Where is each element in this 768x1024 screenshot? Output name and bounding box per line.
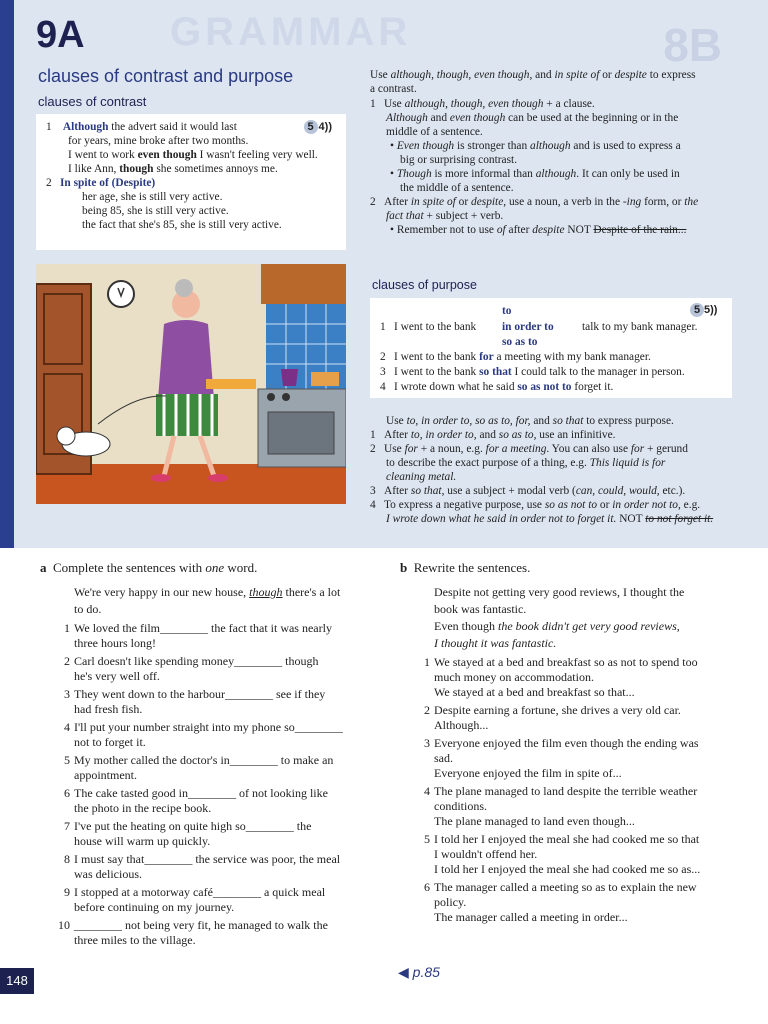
purpose-rule-2-line-2: to describe the exact purpose of a thing, e.g. This liquid is for: [386, 457, 666, 469]
item-rewrite-prompt: We stayed at a bed and breakfast so that...: [434, 685, 635, 699]
exercise-b-item: [400, 832, 740, 877]
unit-label: 9A: [36, 14, 85, 56]
purpose-rule-2-line-3: cleaning metal.: [386, 471, 457, 483]
item-line-1: Carl doesn't like spending money________ though: [74, 654, 319, 668]
contrast-line-1: 1 Although the advert said it would last 5 4)): [46, 121, 332, 133]
contrast-rule-1b-line-2: middle of a sentence.: [386, 126, 483, 138]
exercise-b-items: [400, 655, 740, 925]
contrast-intro: Use although, though, even though, and in spite of or despite to express: [370, 69, 696, 81]
exercise-a-item: [40, 654, 380, 684]
item-number: 4: [64, 720, 70, 734]
contrast-line-3: I went to work even though I wasn't feeling very well.: [68, 149, 318, 161]
purpose-option-so-as-to: so as to: [502, 336, 538, 348]
exercise-a-item: [40, 687, 380, 717]
item-rewrite-prompt: Everyone enjoyed the film in spite of...: [434, 766, 622, 780]
purpose-rule-1: 1 After to, in order to, and so as to, use an infinitive.: [370, 429, 616, 441]
exercise-b-item: [400, 784, 740, 829]
exercise-a-instruction: a Complete the sentences with one word.: [40, 560, 258, 575]
exercise-a-item: [40, 918, 380, 948]
purpose-line-1: 1 I went to the bank: [380, 321, 477, 333]
item-rewrite-prompt: I told her I enjoyed the meal she had cooked me so as...: [434, 862, 701, 876]
page-reference-link[interactable]: ◀ p.85: [398, 964, 440, 980]
exercise-a-item: [40, 786, 380, 816]
exercise-a-item: [40, 753, 380, 783]
item-rewrite-prompt: The plane managed to land even though...: [434, 814, 635, 828]
contrast-bullet-3: • Remember not to use of after despite NOT Despite of the rain...: [390, 224, 687, 236]
contrast-rule-2: 2 After in spite of or despite, use a noun, a verb in the -ing form, or the: [370, 196, 699, 208]
item-line-2: had fresh fish.: [74, 702, 143, 716]
item-number: 6: [64, 786, 70, 800]
item-number: 8: [64, 852, 70, 866]
item-line-1: They went down to the harbour________ see if they: [74, 687, 326, 701]
audio-track-badge[interactable]: 5 4)): [304, 120, 332, 134]
item-number: 3: [64, 687, 70, 701]
item-line-1: ________ not being very fit, he managed to walk the: [74, 918, 328, 932]
item-number: 9: [64, 885, 70, 899]
contrast-line-2: for years, mine broke after two months.: [68, 135, 249, 147]
purpose-intro: Use to, in order to, so as to, for, and so that to express purpose.: [386, 415, 674, 427]
section-heading-contrast: clauses of contrast: [38, 94, 147, 109]
audio-track-badge-2[interactable]: 5 5)): [690, 303, 717, 317]
exercise-a: [40, 560, 380, 951]
exercise-b-example-line-1: Despite not getting very good reviews, I thought the: [434, 585, 685, 599]
item-number: 5: [64, 753, 70, 767]
item-line-2: appointment.: [74, 768, 137, 782]
exercise-a-item: [40, 885, 380, 915]
item-line-2: I wouldn't offend her.: [434, 847, 538, 861]
purpose-option-to: to: [502, 305, 512, 317]
exercise-b-item: [400, 736, 740, 781]
purpose-rule-2: 2 Use for + a noun, e.g. for a meeting. You can also use for + gerund: [370, 443, 688, 455]
item-line-1: The plane managed to land despite the terrible weather: [434, 784, 698, 798]
item-rewrite-prompt: Although...: [434, 718, 489, 732]
section-heading-purpose: clauses of purpose: [372, 278, 477, 292]
item-line-2: policy.: [434, 895, 467, 909]
item-number: 1: [424, 655, 430, 669]
item-line-2: much money on accommodation.: [434, 670, 594, 684]
contrast-bullet-2-line-2: the middle of a sentence.: [400, 182, 514, 194]
item-line-1: Everyone enjoyed the film even though the ending was: [434, 736, 699, 750]
contrast-rules: [370, 68, 740, 237]
item-number: 4: [424, 784, 430, 798]
item-line-1: I must say that________ the service was poor, the meal: [74, 852, 341, 866]
purpose-line-3: 3 I went to the bank so that I could talk to the manager in person.: [380, 366, 685, 378]
exercise-b-example-line-3: Even though the book didn't get very good reviews,: [434, 619, 680, 633]
audio-icon: 5: [690, 303, 704, 317]
contrast-line-8: the fact that she's 85, she is still very active.: [82, 219, 282, 231]
item-line-2: three miles to the village.: [74, 933, 196, 947]
item-number: 7: [64, 819, 70, 833]
purpose-rule-4-line-2: I wrote down what he said in order not to forget it. NOT to not forget it.: [386, 513, 714, 525]
background-watermark-word: GRAMMAR: [170, 10, 412, 54]
item-line-2: conditions.: [434, 799, 487, 813]
purpose-rule-4: 4 To express a negative purpose, use so as not to or in order not to, e.g.: [370, 499, 701, 511]
exercise-a-item: [40, 852, 380, 882]
item-number: 2: [64, 654, 70, 668]
contrast-intro-line-2: a contrast.: [370, 83, 417, 95]
item-line-2: the photo in the recipe book.: [74, 801, 212, 815]
exercise-a-item: [40, 621, 380, 651]
contrast-bullet-1-line-2: big or surprising contrast.: [400, 154, 518, 166]
exercise-a-item: [40, 819, 380, 849]
exercise-b-example-line-2: book was fantastic.: [434, 602, 527, 616]
item-line-1: I'll put your number straight into my phone so________: [74, 720, 343, 734]
purpose-rules: [370, 414, 740, 526]
item-line-2: three hours long!: [74, 636, 156, 650]
item-line-1: I stopped at a motorway café________ a quick meal: [74, 885, 326, 899]
contrast-rule-1b: Although and even though can be used at the beginning or in the: [386, 112, 679, 124]
item-number: 3: [424, 736, 430, 750]
purpose-examples-box: [370, 298, 732, 398]
item-line-2: sad.: [434, 751, 453, 765]
item-line-1: I told her I enjoyed the meal she had cooked me so that: [434, 832, 700, 846]
exercise-b: [400, 560, 740, 928]
item-line-1: The manager called a meeting so as to explain the new: [434, 880, 697, 894]
item-rewrite-prompt: The manager called a meeting in order...: [434, 910, 628, 924]
exercise-a-example: We're very happy in our new house, though there's a lot: [74, 585, 341, 599]
item-line-2: before continuing on my journey.: [74, 900, 235, 914]
exercise-b-example-line-4: I thought it was fantastic.: [434, 636, 557, 650]
item-number: 1: [64, 621, 70, 635]
purpose-line-1-end: talk to my bank manager.: [582, 321, 698, 333]
page-number: 148: [0, 968, 34, 994]
exercise-a-items: [40, 621, 380, 948]
item-line-1: The cake tasted good in________ of not looking like: [74, 786, 328, 800]
contrast-bullet-1: • Even though is stronger than although and is used to express a: [390, 140, 681, 152]
contrast-line-5: 2 In spite of (Despite): [46, 177, 156, 189]
exercise-b-item: [400, 655, 740, 700]
item-line-2: not to forget it.: [74, 735, 146, 749]
purpose-option-in-order-to: in order to: [502, 321, 554, 333]
contrast-examples-box: [36, 114, 346, 250]
item-number: 10: [58, 918, 70, 932]
purpose-line-2: 2 I went to the bank for a meeting with my bank manager.: [380, 351, 651, 363]
woman-with-dog-image: [36, 264, 346, 504]
item-line-1: We loved the film________ the fact that it was nearly: [74, 621, 332, 635]
audio-icon: 5: [304, 120, 318, 134]
contrast-line-7: being 85, she is still very active.: [82, 205, 229, 217]
kitchen-illustration: [36, 264, 346, 504]
contrast-bullet-2: • Though is more informal than although. It can only be used in: [390, 168, 680, 180]
purpose-rule-3: 3 After so that, use a subject + modal verb (can, could, would, etc.).: [370, 485, 686, 497]
arrow-left-icon: ◀: [398, 964, 409, 980]
contrast-line-4: I like Ann, though she sometimes annoys me.: [68, 163, 278, 175]
item-line-2: was delicious.: [74, 867, 142, 881]
item-line-1: My mother called the doctor's in________ to make an: [74, 753, 334, 767]
item-line-2: house will warm up quickly.: [74, 834, 211, 848]
item-number: 6: [424, 880, 430, 894]
exercise-a-example-line-2: to do.: [74, 602, 102, 616]
exercise-a-item: [40, 720, 380, 750]
exercise-b-instruction: b Rewrite the sentences.: [400, 560, 531, 575]
contrast-line-6: her age, she is still very active.: [82, 191, 223, 203]
contrast-rule-2-line-2: fact that + subject + verb.: [386, 210, 504, 222]
purpose-line-4: 4 I wrote down what he said so as not to forget it.: [380, 381, 614, 393]
exercise-b-item: [400, 703, 740, 733]
exercise-b-item: [400, 880, 740, 925]
background-watermark-number: 8B: [663, 19, 722, 71]
contrast-rule-1: 1 Use although, though, even though + a clause.: [370, 98, 595, 110]
item-line-1: Despite earning a fortune, she drives a very old car.: [434, 703, 681, 717]
item-line-1: I've put the heating on quite high so________ the: [74, 819, 312, 833]
item-number: 5: [424, 832, 430, 846]
page-title: clauses of contrast and purpose: [38, 66, 294, 86]
item-number: 2: [424, 703, 430, 717]
item-line-2: he's very well off.: [74, 669, 160, 683]
item-line-1: We stayed at a bed and breakfast so as not to spend too: [434, 655, 698, 669]
